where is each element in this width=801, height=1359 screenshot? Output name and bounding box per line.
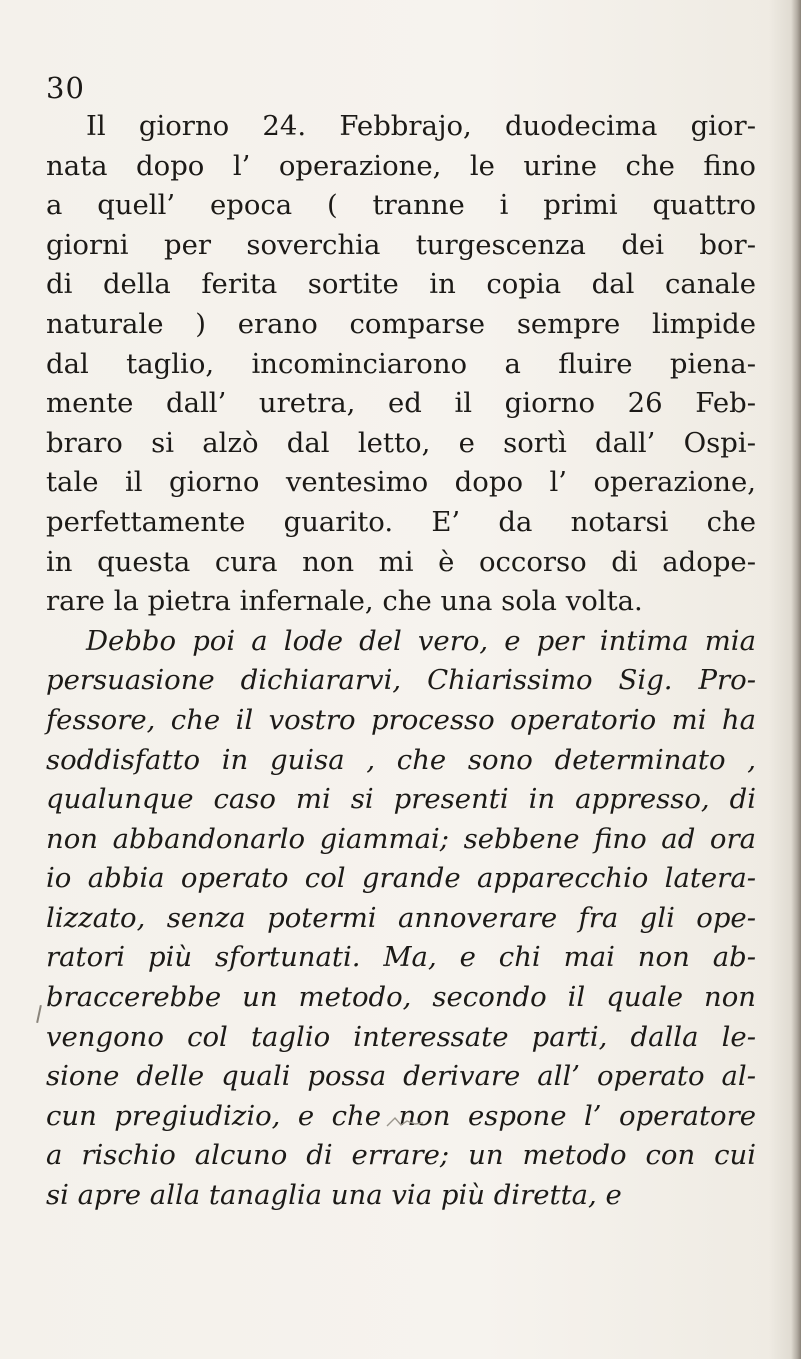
- text-line: tale il giorno ventesimo dopo l’ operazione,: [46, 466, 756, 499]
- pencil-squiggle-mark: [385, 1115, 425, 1129]
- italic-text-line: cun pregiudizio, e che non espone l’ operatore: [46, 1099, 756, 1132]
- text-line: rare la pietra infernale, che una sola volta.: [46, 585, 643, 618]
- italic-text-line: io abbia operato col grande apparecchio latera-: [46, 862, 756, 895]
- italic-text-line: persuasione dichiararvi, Chiarissimo Sig. Pro-: [46, 664, 756, 697]
- italic-text-line: vengono col taglio interessate parti, dalla le-: [46, 1020, 756, 1053]
- italic-text-line: qualunque caso mi si presenti in appresso, di: [46, 783, 756, 816]
- italic-text-line: si apre alla tanaglia una via più diretta, e: [46, 1179, 622, 1212]
- page-number: 30: [46, 71, 85, 105]
- text-line: giorni per soverchia turgescenza dei bor-: [46, 228, 756, 261]
- italic-text-line: non abbandonarlo giammai; sebbene fino ad ora: [46, 822, 756, 855]
- italic-text-line: ratori più sfortunati. Ma, e chi mai non ab-: [46, 941, 756, 974]
- text-line: mente dall’ uretra, ed il giorno 26 Feb-: [46, 387, 756, 420]
- text-line: di della ferita sortite in copia dal canale: [46, 268, 756, 301]
- body-text: [46, 107, 756, 1216]
- italic-text-line: Debbo poi a lode del vero, e per intima mia: [86, 624, 756, 657]
- text-line: naturale ) erano comparse sempre limpide: [46, 307, 756, 340]
- text-line: perfettamente guarito. E’ da notarsi che: [46, 505, 756, 538]
- text-line: dal taglio, incominciarono a fluire piena-: [46, 347, 756, 380]
- italic-text-line: braccerebbe un metodo, secondo il quale non: [46, 981, 756, 1014]
- italic-text-line: soddisfatto in guisa , che sono determinato ,: [46, 743, 756, 776]
- text-line: a quell’ epoca ( tranne i primi quattro: [46, 189, 756, 222]
- italic-text-line: lizzato, senza potermi annoverare fra gli ope-: [46, 901, 756, 934]
- text-line: in questa cura non mi è occorso di adope-: [46, 545, 756, 578]
- margin-tick-mark: [36, 1005, 42, 1023]
- italic-text-line: sione delle quali possa derivare all’ operato al-: [46, 1060, 756, 1093]
- page-edge-shadow: [791, 0, 801, 1359]
- italic-text-line: a rischio alcuno di errare; un metodo con cui: [46, 1139, 756, 1172]
- text-line: nata dopo l’ operazione, le urine che fino: [46, 149, 756, 182]
- text-line: braro si alzò dal letto, e sortì dall’ Ospi-: [46, 426, 756, 459]
- italic-text-line: fessore, che il vostro processo operatorio mi ha: [46, 703, 756, 736]
- text-line: Il giorno 24. Febbrajo, duodecima gior-: [86, 110, 756, 142]
